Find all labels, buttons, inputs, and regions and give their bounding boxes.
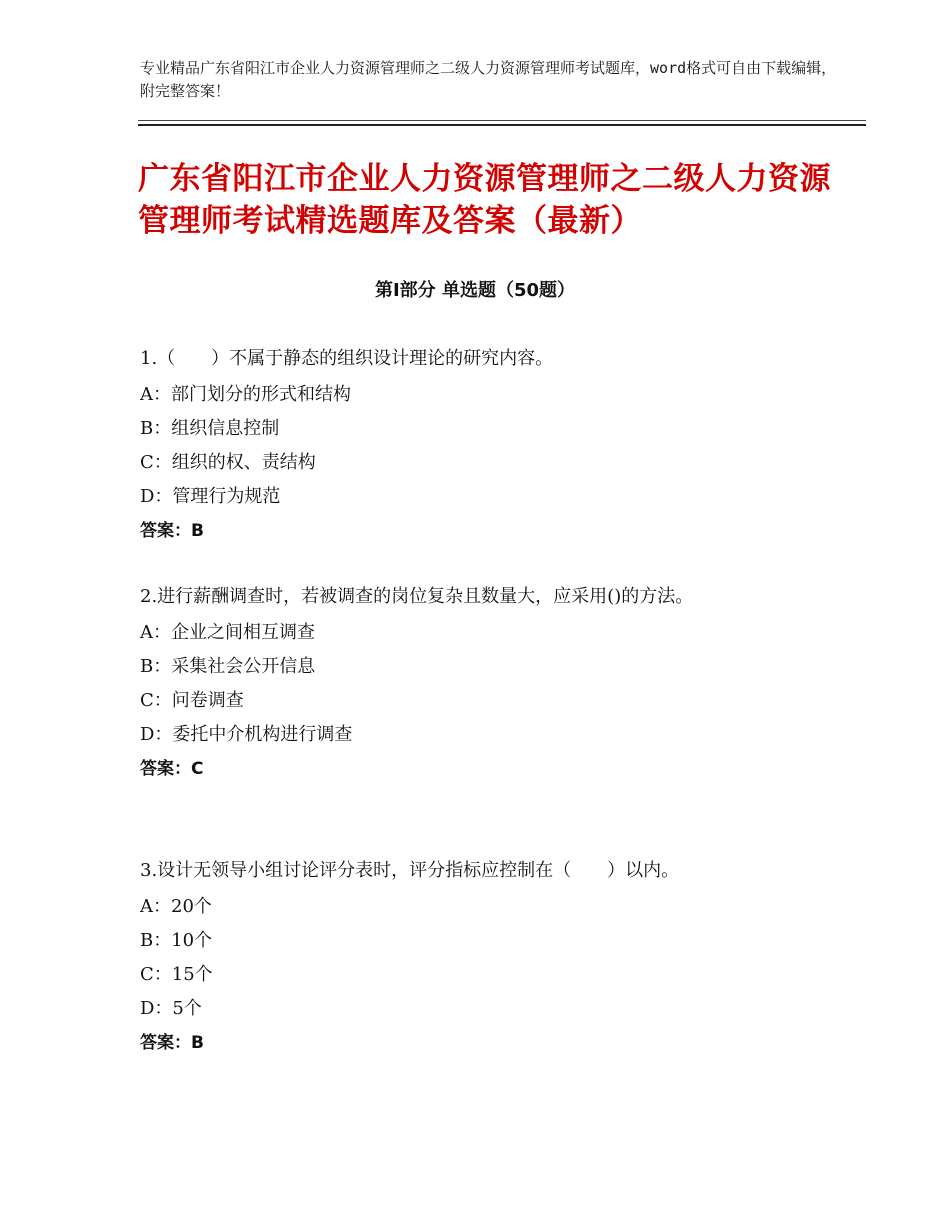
document-title: 广东省阳江市企业人力资源管理师之二级人力资源管理师考试精选题库及答案（最新） xyxy=(138,161,831,239)
answer: 答案：B xyxy=(140,521,204,541)
option-c: C：问卷调查 xyxy=(140,690,244,711)
option-b: B：组织信息控制 xyxy=(140,418,280,439)
answer: 答案：C xyxy=(140,759,204,779)
section-title: 第Ⅰ部分 单选题（50题） xyxy=(374,280,575,301)
option-b: B：10个 xyxy=(140,930,213,951)
option-a: A：20个 xyxy=(140,896,212,917)
option-d: D：委托中介机构进行调查 xyxy=(140,724,353,745)
question-stem: 2.进行薪酬调查时，若被调查的岗位复杂且数量大，应采用()的方法。 xyxy=(140,586,694,607)
option-c: C：组织的权、责结构 xyxy=(140,452,316,473)
question-block xyxy=(140,344,830,548)
option-a: A：部门划分的形式和结构 xyxy=(140,384,351,405)
option-b: B：采集社会公开信息 xyxy=(140,656,316,677)
intro-text: 专业精品广东省阳江市企业人力资源管理师之二级人力资源管理师考试题库，word格式可自由下载编辑，附完整答案！ xyxy=(140,59,837,100)
option-d: D：管理行为规范 xyxy=(140,486,281,507)
question-stem: 1.（ ）不属于静态的组织设计理论的研究内容。 xyxy=(140,348,554,369)
option-c: C：15个 xyxy=(140,964,213,985)
question-stem: 3.设计无领导小组讨论评分表时，评分指标应控制在（ ）以内。 xyxy=(140,860,680,881)
answer: 答案：B xyxy=(140,1033,204,1053)
option-a: A：企业之间相互调查 xyxy=(140,622,315,643)
header-divider-thick xyxy=(138,124,866,126)
header-divider-thin xyxy=(138,120,866,121)
question-block xyxy=(140,856,830,1060)
option-d: D：5个 xyxy=(140,998,202,1019)
question-block xyxy=(140,582,830,786)
